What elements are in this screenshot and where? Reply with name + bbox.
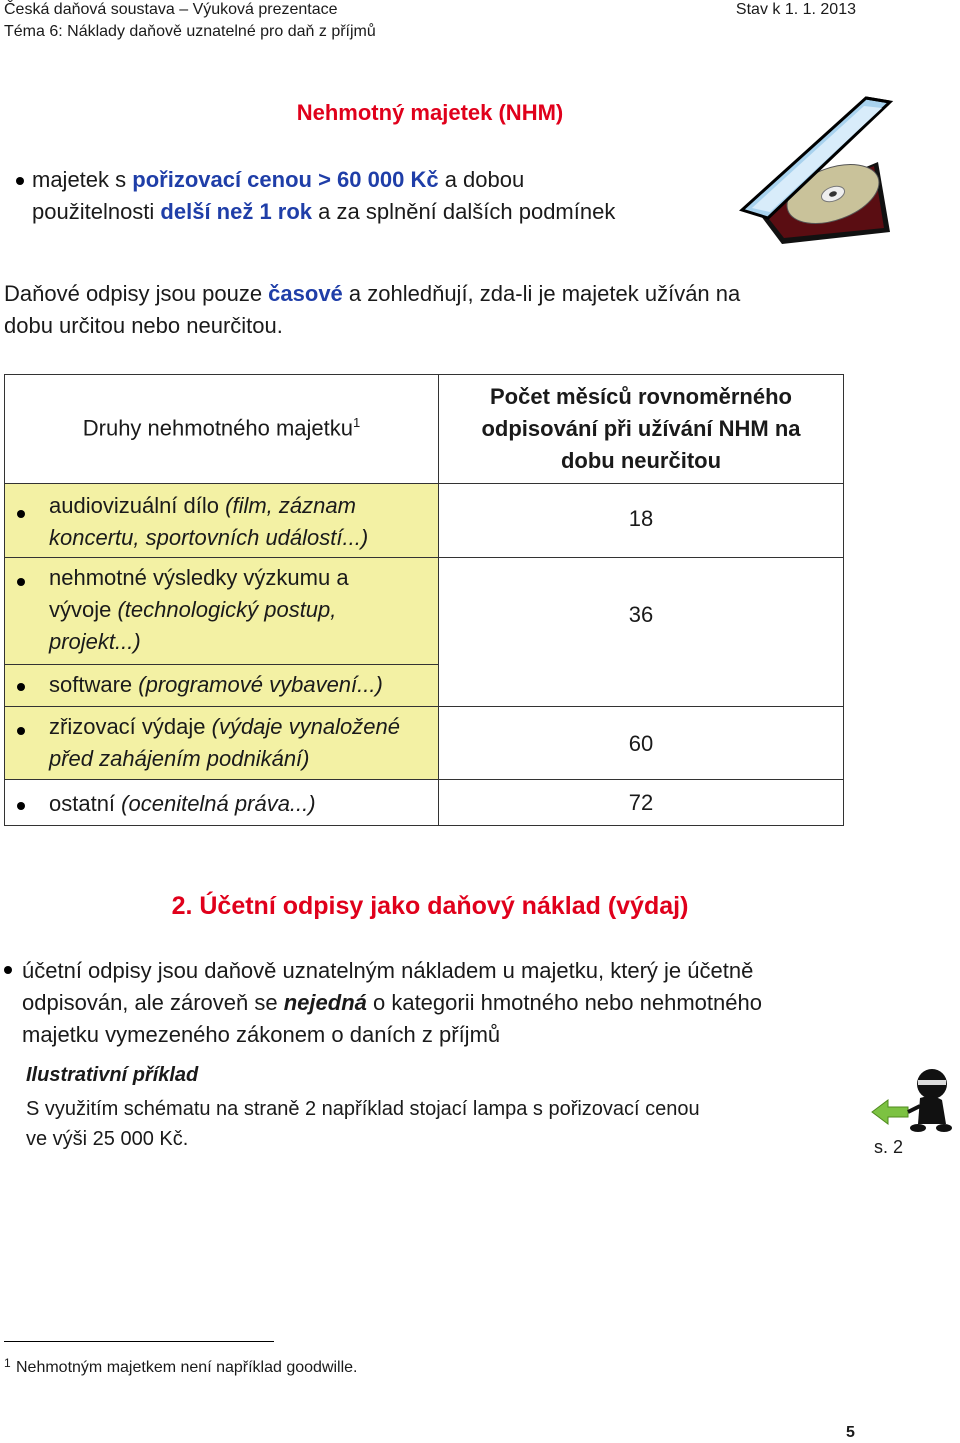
text-run: (programové vybavení...): [138, 672, 383, 697]
tax-depreciation-note: [4, 278, 740, 342]
bullet-dot: [17, 510, 25, 518]
text-run: dobu určitou nebo neurčitou.: [4, 313, 283, 338]
text-run: software: [49, 672, 139, 697]
text-line: [22, 987, 862, 1019]
nhm-definition: [32, 164, 615, 228]
text-run: a zohledňují, zda-li je majetek užíván na: [342, 281, 741, 306]
text-run: (film, záznam: [225, 493, 356, 518]
header-line: Počet měsíců rovnoměrného: [490, 384, 792, 409]
text-line: ve výši 25 000 Kč.: [26, 1128, 189, 1150]
text-run: o kategorii hmotného nebo nehmotného: [366, 990, 762, 1015]
back-arrow-icon[interactable]: [870, 1066, 958, 1136]
bullet-dot: [17, 683, 25, 691]
bullet-dot: [17, 578, 25, 586]
header-title: Česká daňová soustava – Výuková prezentace: [4, 1, 338, 18]
header-text: Druhy nehmotného majetku: [82, 415, 354, 441]
table-row: [4, 664, 439, 707]
text-line: účetní odpisy jsou daňově uznatelným nákladem u majetku, který je účetně: [22, 958, 754, 983]
highlight-price: pořizovací cenou > 60 000 Kč: [132, 167, 439, 192]
text-run: (technologický postup,: [117, 597, 337, 622]
text-run: koncertu, sportovních událostí...): [49, 525, 369, 550]
text-run: ostatní: [49, 791, 122, 816]
text-run: Daňové odpisy jsou pouze: [4, 281, 269, 306]
bullet-dot: [4, 966, 12, 974]
header-status: Stav k 1. 1. 2013: [735, 1, 856, 18]
text-run: projekt...): [49, 629, 141, 654]
text-line: S využitím schématu na straně 2 například stojací lampa s pořizovací cenou: [26, 1098, 700, 1120]
section-title-nhm: Nehmotný majetek (NHM): [296, 100, 564, 125]
row-label: [49, 711, 400, 775]
example-text: [26, 1094, 700, 1154]
text-run: vývoje: [49, 597, 118, 622]
bullet-dot: [17, 727, 25, 735]
table-row: [4, 557, 439, 665]
text-run: (výdaje vynaložené: [211, 714, 400, 739]
highlight-time: časové: [268, 281, 343, 306]
text-line: majetku vymezeného zákonem o daních z příjmů: [22, 1022, 501, 1047]
text-run: nehmotné výsledky výzkumu a: [49, 565, 349, 590]
cd-case-icon: [738, 92, 898, 244]
header-line: odpisování při užívání NHM na: [481, 416, 801, 441]
emphasis: nejedná: [283, 990, 367, 1015]
footnote-ref: 1: [353, 415, 361, 430]
months-value: 36: [628, 602, 654, 627]
bullet-dot: [16, 177, 24, 185]
highlight-duration: delší než 1 rok: [160, 199, 313, 224]
months-value: 60: [628, 731, 654, 756]
text-run: (ocenitelná práva...): [121, 791, 316, 816]
text-run: před zahájením podnikání): [49, 746, 310, 771]
bullet-dot: [17, 802, 25, 810]
header-topic: Téma 6: Náklady daňově uznatelné pro daň z příjmů: [4, 23, 376, 40]
text-run: audiovizuální dílo: [49, 493, 226, 518]
text-run: a dobou: [438, 167, 525, 192]
table-cell-months: [438, 483, 844, 558]
table-row: [4, 779, 439, 826]
text-run: odpisován, ale zároveň se: [22, 990, 284, 1015]
accounting-depreciation-text: [22, 955, 862, 1051]
text-run: zřizovací výdaje: [49, 714, 212, 739]
footnote-text: Nehmotným majetkem není například goodwille.: [16, 1359, 358, 1376]
text-run: a za splnění dalších podmínek: [312, 199, 616, 224]
example-title: Ilustrativní příklad: [26, 1064, 199, 1086]
row-label: [49, 669, 383, 701]
table-row: [4, 483, 439, 558]
table-cell-months: [438, 706, 844, 780]
page-number: 5: [846, 1424, 855, 1441]
table-cell-months: [438, 779, 844, 826]
table-header-type: [4, 374, 439, 484]
text-run: použitelnosti: [32, 199, 161, 224]
footnote-mark: 1: [4, 1356, 11, 1370]
depreciation-table: [4, 374, 844, 826]
section-title-accounting: 2. Účetní odpisy jako daňový náklad (výdaj): [171, 892, 689, 920]
months-value: 72: [628, 790, 654, 815]
header-line: dobu neurčitou: [560, 448, 722, 473]
row-label: [49, 562, 349, 658]
page-reference-link[interactable]: s. 2: [874, 1137, 904, 1157]
table-header-months: [438, 374, 844, 484]
row-label: [49, 788, 316, 820]
text-run: majetek s: [32, 167, 133, 192]
row-label: [49, 490, 368, 554]
table-row: [4, 706, 439, 780]
months-value: 18: [628, 506, 654, 531]
footnote-separator: [4, 1341, 274, 1342]
table-cell-months: [438, 557, 844, 707]
